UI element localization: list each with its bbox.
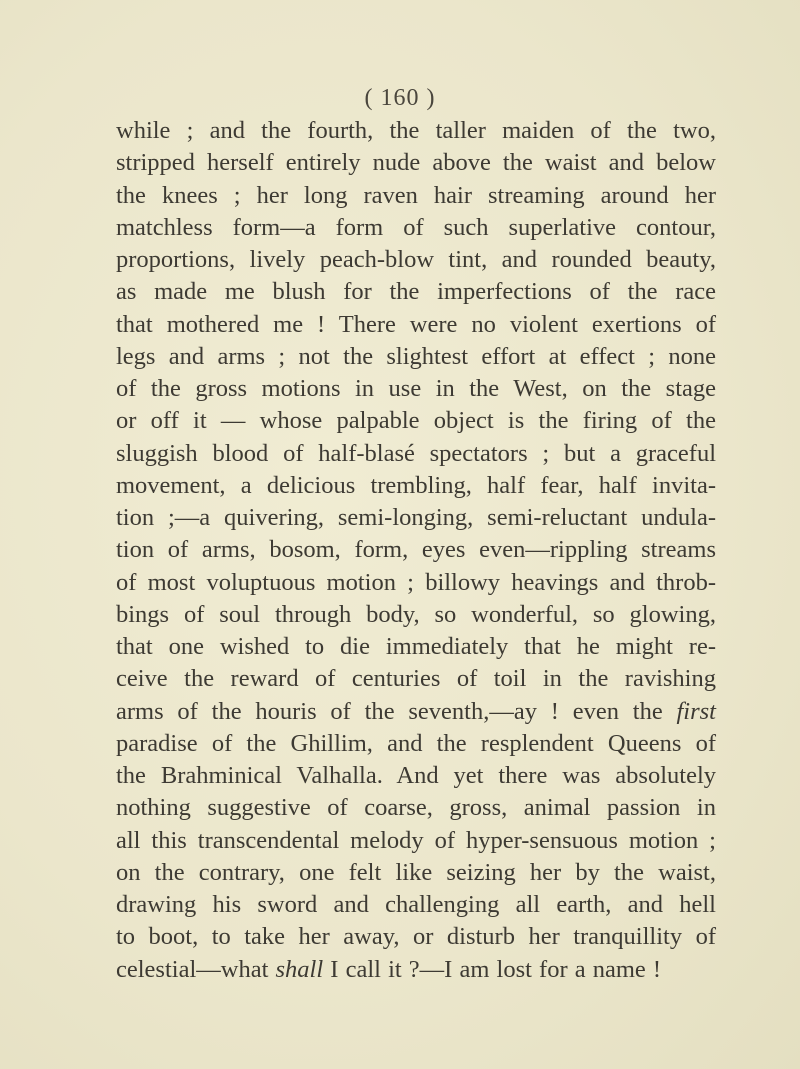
text-line: ceive the reward of centuries of toil in the ravishing [116,665,716,693]
text-line: the Brahminical Valhalla. And yet there was absolutely [116,762,716,789]
text-line: on the contrary, one felt like seizing her by the waist, [116,858,716,886]
text-line: tion ;—a quivering, semi-longing, semi-reluctant undula- [116,504,716,531]
italic-word: first [676,697,716,725]
text-line: that mothered me ! There were no violent exertions of [116,310,716,338]
text-line: the knees ; her long raven hair streaming around her [116,181,716,209]
text-line: movement, a delicious trembling, half fear, half invita- [116,471,716,499]
text-line: as made me blush for the imperfections of the race [116,278,716,306]
text-line: of the gross motions in use in the West, on the stage [116,375,716,402]
text-line: or off it — whose palpable object is the firing of the [116,407,716,435]
text-line [116,954,716,986]
text-segment: I call it ?—I am lost for a name ! [323,955,662,983]
text-line: stripped herself entirely nude above the waist and below [116,149,716,177]
italic-word: shall [275,955,324,983]
text-line: legs and arms ; not the slightest effort at effect ; none [116,342,716,370]
text-segment: celestial—what [116,955,276,983]
text-line: while ; and the fourth, the taller maiden of the two, [116,117,716,144]
text-line: all this transcendental melody of hyper-sensuous motion ; [116,826,716,854]
text-line: bings of soul through body, so wonderful, so glowing, [116,600,716,628]
text-line: that one wished to die immediately that he might re- [116,633,716,660]
body-text [116,115,716,986]
text-line: to boot, to take her away, or disturb her tranquillity of [116,923,716,951]
text-line: sluggish blood of half-blasé spectators ; but a graceful [116,439,716,467]
text-line: tion of arms, bosom, form, eyes even—rippling streams [116,536,716,564]
text-line: nothing suggestive of coarse, gross, animal passion in [116,794,716,822]
text-line: proportions, lively peach-blow tint, and rounded beauty, [116,246,716,273]
text-line: of most voluptuous motion ; billowy heavings and throb- [116,568,716,596]
text-segment: arms of the houris of the seventh,—ay ! even the [116,697,677,725]
page-number: ( 160 ) [364,85,436,111]
text-line: paradise of the Ghillim, and the resplendent Queens of [116,729,716,757]
text-line: matchless form—a form of such superlative contour, [116,213,716,241]
text-line: drawing his sword and challenging all earth, and hell [116,891,716,918]
text-line [116,696,716,728]
